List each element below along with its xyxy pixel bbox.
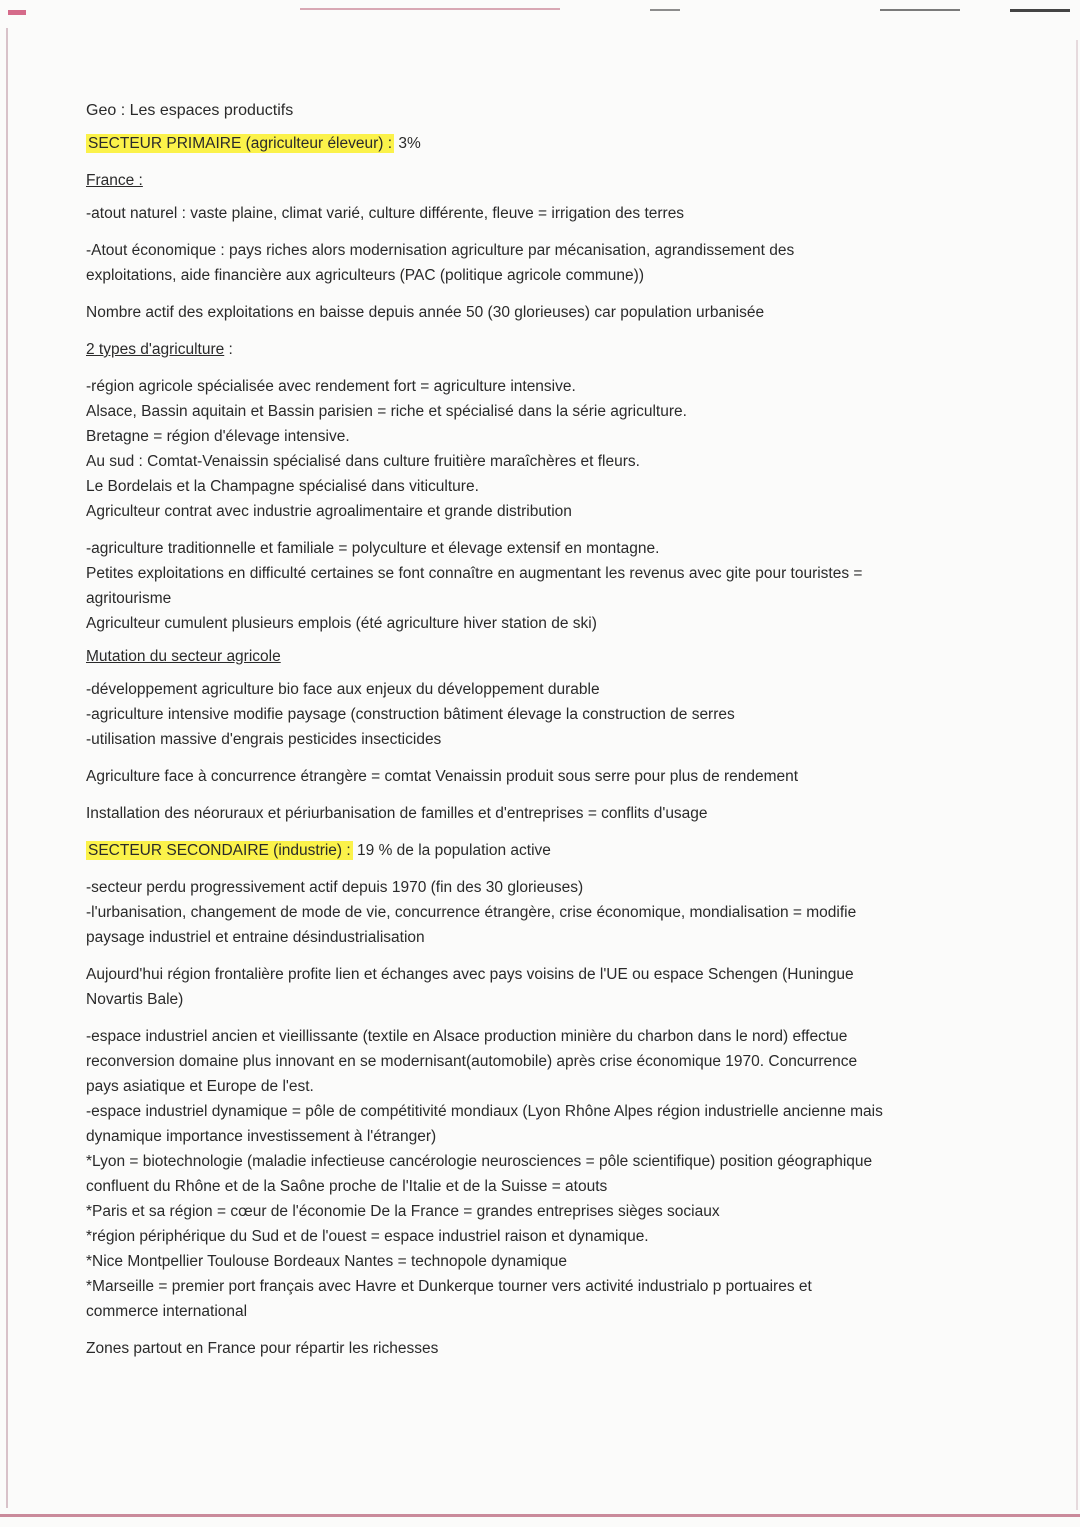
page-edge-bottom: [0, 1514, 1080, 1517]
region-agricole: -région agricole spécialisée avec rendement fort = agriculture intensive.: [86, 378, 576, 395]
secondaire-value: 19 % de la population active: [357, 842, 551, 859]
sud-line: Au sud : Comtat-Venaissin spécialisé dans culture fruitière maraîchères et fleurs.: [86, 453, 640, 470]
atout-naturel: -atout naturel : vaste plaine, climat varié, culture différente, fleuve = irrigation des terres: [86, 205, 685, 222]
urbanisation-line1: -l'urbanisation, changement de mode de vie, concurrence étrangère, crise économique, mondialisation = modifie: [86, 904, 857, 921]
bretagne-line: Bretagne = région d'élevage intensive.: [86, 428, 350, 445]
document-title: Geo : Les espaces productifs: [86, 102, 294, 119]
france-heading: France :: [86, 172, 143, 189]
marseille-line2: commerce international: [86, 1303, 248, 1320]
peripherique-line: *région périphérique du Sud et de l'ouest = espace industriel raison et dynamique.: [86, 1228, 649, 1245]
engrais-line: -utilisation massive d'engrais pesticides insecticides: [86, 731, 442, 748]
page-edge-line: [880, 9, 960, 11]
page-edge-mark: [8, 10, 26, 15]
cumulent-line: Agriculteur cumulent plusieurs emplois (été agriculture hiver station de ski): [86, 615, 597, 632]
types-heading: 2 types d'agriculture: [86, 341, 225, 358]
alsace-line: Alsace, Bassin aquitain et Bassin parisien = riche et spécialisé dans la série agriculture.: [86, 403, 687, 420]
types-colon: :: [224, 341, 233, 358]
primaire-line: [86, 131, 986, 156]
ancien-line2: reconversion domaine plus innovant en se modernisant(automobile) après crise économique 1970. Concurrence: [86, 1053, 858, 1070]
lyon-line2: confluent du Rhône et de la Saône proche de l'Italie et de la Suisse = atouts: [86, 1178, 608, 1195]
ancien-line3: pays asiatique et Europe de l'est.: [86, 1078, 314, 1095]
page-edge-right: [1076, 40, 1078, 1510]
primaire-heading: SECTEUR PRIMAIRE (agriculteur éleveur) :: [88, 135, 393, 152]
frontaliere-line1: Aujourd'hui région frontalière profite lien et échanges avec pays voisins de l'UE ou espace Schengen (Huningue: [86, 966, 854, 983]
atout-economique-line2: exploitations, aide financière aux agriculteurs (PAC (politique agricole commune)): [86, 267, 644, 284]
petites-line2: agritourisme: [86, 590, 172, 607]
perdu-line: -secteur perdu progressivement actif depuis 1970 (fin des 30 glorieuses): [86, 879, 584, 896]
page-edge-line: [650, 9, 680, 11]
zones-line: Zones partout en France pour répartir les richesses: [86, 1340, 439, 1357]
concurrence-line: Agriculture face à concurrence étrangère = comtat Venaissin produit sous serre pour plus de rendement: [86, 768, 799, 785]
atout-economique-line1: -Atout économique : pays riches alors modernisation agriculture par mécanisation, agrandissement des: [86, 242, 795, 259]
page-edge-line: [1010, 9, 1070, 12]
paysage-line: -agriculture intensive modifie paysage (construction bâtiment élevage la construction de serres: [86, 706, 735, 723]
paris-line: *Paris et sa région = cœur de l'économie De la France = grandes entreprises sièges sociaux: [86, 1203, 720, 1220]
document-body: [86, 98, 986, 1361]
dynamique-line1: -espace industriel dynamique = pôle de compétitivité mondiaux (Lyon Rhône Alpes région industrielle ancienne mais: [86, 1103, 883, 1120]
bio-line: -développement agriculture bio face aux enjeux du développement durable: [86, 681, 600, 698]
frontaliere-line2: Novartis Bale): [86, 991, 184, 1008]
traditionnelle-line: -agriculture traditionnelle et familiale = polyculture et élevage extensif en montagne.: [86, 540, 660, 557]
nombre-actif: Nombre actif des exploitations en baisse depuis année 50 (30 glorieuses) car population urbanisée: [86, 304, 765, 321]
bordelais-line: Le Bordelais et la Champagne spécialisé dans viticulture.: [86, 478, 479, 495]
petites-line1: Petites exploitations en difficulté certaines se font connaître en augmentant les revenus avec gite pour touristes =: [86, 565, 863, 582]
contrat-line: Agriculteur contrat avec industrie agroalimentaire et grande distribution: [86, 503, 572, 520]
dynamique-line2: dynamique importance investissement à l'étranger): [86, 1128, 437, 1145]
secondaire-heading: SECTEUR SECONDAIRE (industrie) :: [88, 842, 351, 859]
secondaire-line: [86, 838, 986, 863]
primaire-value: 3%: [398, 135, 421, 152]
page-edge-left: [6, 28, 8, 1508]
ancien-line1: -espace industriel ancien et vieillissante (textile en Alsace production minière du charbon dans le nord) effectue: [86, 1028, 848, 1045]
page-edge-line: [300, 8, 560, 10]
mutation-heading: Mutation du secteur agricole: [86, 648, 281, 665]
types-line: [86, 337, 986, 362]
marseille-line1: *Marseille = premier port français avec Havre et Dunkerque tourner vers activité industrialo p portuaires et: [86, 1278, 812, 1295]
nice-line: *Nice Montpellier Toulouse Bordeaux Nantes = technopole dynamique: [86, 1253, 567, 1270]
neoruraux-line: Installation des néoruraux et périurbanisation de familles et d'entreprises = conflits d'usage: [86, 805, 708, 822]
lyon-line1: *Lyon = biotechnologie (maladie infectieuse cancérologie neurosciences = pôle scientifique) position géographique: [86, 1153, 873, 1170]
urbanisation-line2: paysage industriel et entraine désindustrialisation: [86, 929, 425, 946]
